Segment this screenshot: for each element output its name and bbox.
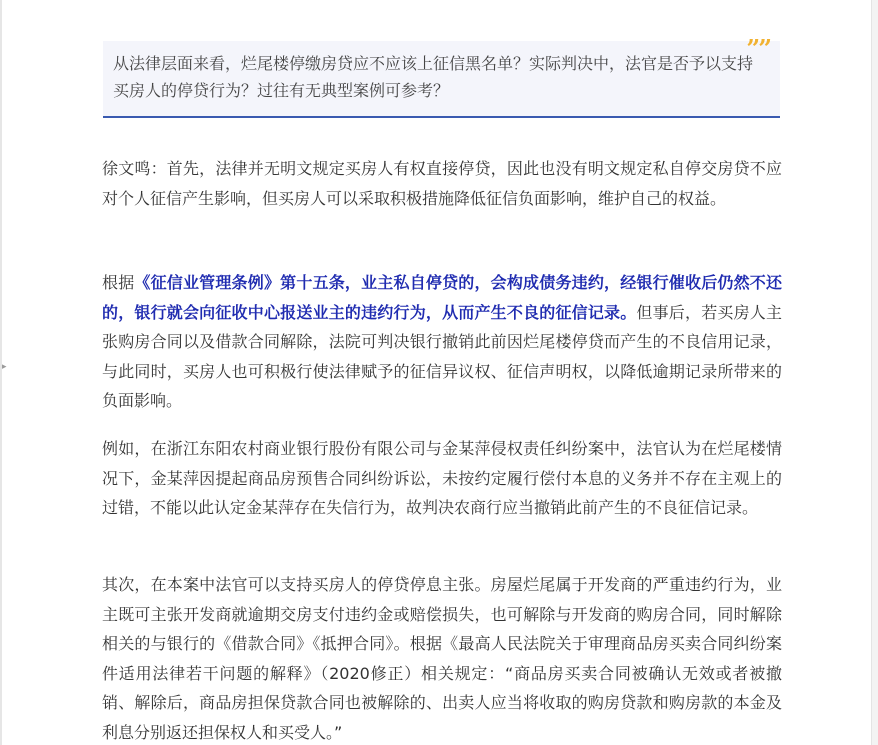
paragraph-secondly: 其次，在本案中法官可以支持买房人的停贷停息主张。房屋烂尾属于开发商的严重违约行为，业主既可主张开发商就逾期交房支付违约金或赔偿损失，也可解除与开发商的购房合同，同时解除相关的与银行的《借款合同》《抵押合同》。根据《最高人民法院关于审理商品房买卖合同纠纷案件适用法律若干问题的解释》（2020修正）相关规定：“商品房买卖合同被确认无效或者被撤销、解除后，商品房担保贷款合同也被解除的、出卖人应当将收取的购房贷款和购房款的本金及利息分别返还担保权人和买受人。”: [102, 575, 782, 742]
question-text: 从法律层面来看，烂尾楼停缴房贷应不应该上征信黑名单？实际判决中，法官是否予以支持买房人的停贷行为？过往有无典型案例可参考？: [113, 54, 754, 100]
question-blockquote: [103, 34, 780, 118]
paragraph-suffix: 但事后，若买房人主张购房合同以及借款合同解除，法院可判决银行撤销此前因烂尾楼停贷而产生的不良信用记录，与此同时，买房人也可积极行使法律赋予的征信异议权、征信声明权，以降低逾期记录所带来的负面影响。: [102, 302, 782, 410]
paragraph-prefix: 根据: [102, 273, 135, 292]
scrollbar[interactable]: [871, 0, 878, 745]
expand-arrow-icon[interactable]: ▸: [2, 362, 7, 372]
paragraph-regulation: [102, 268, 782, 416]
left-panel-edge: [0, 0, 2, 745]
paragraph-case-example: 例如，在浙江东阳农村商业银行股份有限公司与金某萍侵权责任纠纷案中，法官认为在烂尾楼情况下，金某萍因提起商品房预售合同纠纷诉讼，未按约定履行偿付本息的义务并不存在主观上的过错，不能以此认定金某萍存在失信行为，故判决农商行应当撤销此前产生的不良征信记录。: [102, 439, 782, 517]
paragraph-answer-intro: 徐文鸣：首先，法律并无明文规定买房人有权直接停贷，因此也没有明文规定私自停交房贷不应对个人征信产生影响，但买房人可以采取积极措施降低征信负面影响，维护自己的权益。: [102, 159, 782, 208]
quote-mark-icon: ””: [746, 34, 770, 63]
highlighted-regulation-text: 《征信业管理条例》第十五条，业主私自停贷的，会构成债务违约，经银行催收后仍然不还的，银行就会向征收中心报送业主的违约行为，从而产生不良的征信记录。: [102, 273, 782, 322]
